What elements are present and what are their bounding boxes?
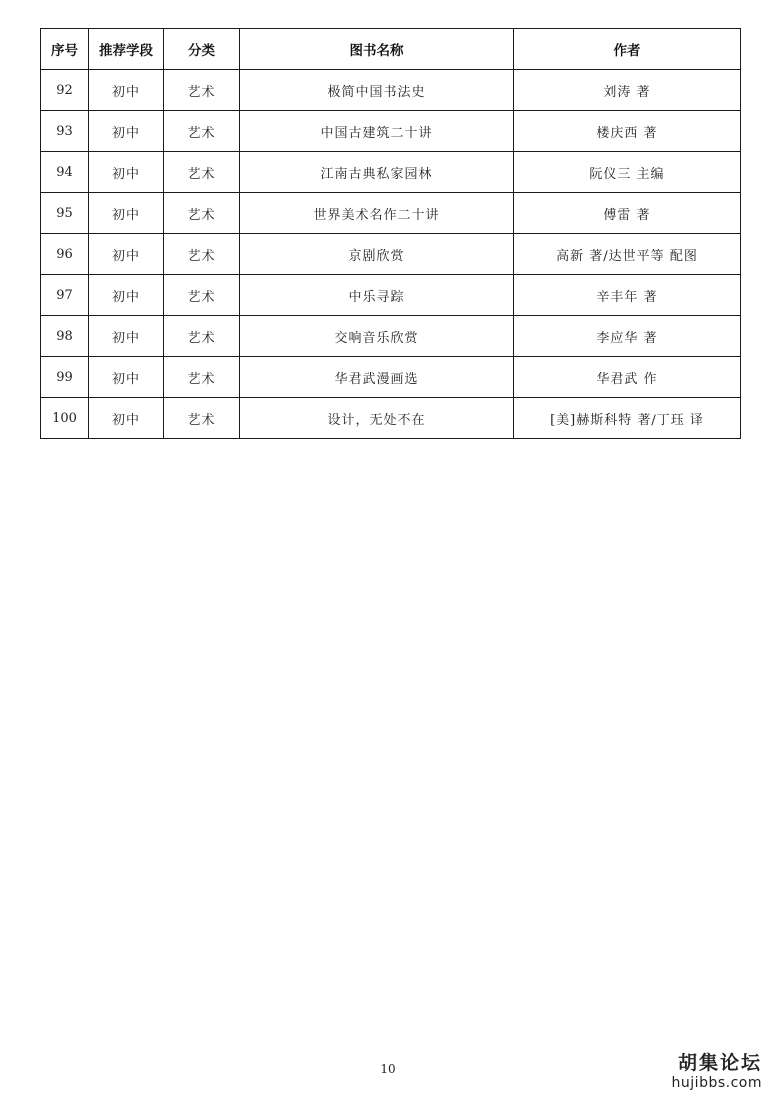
cell-title: 中乐寻踪	[240, 275, 514, 316]
cell-title: 京剧欣赏	[240, 234, 514, 275]
watermark-title: 胡集论坛	[677, 1052, 762, 1074]
cell-author: 刘涛 著	[514, 70, 741, 111]
table-row	[41, 111, 741, 152]
site-watermark	[672, 1052, 762, 1092]
cell-category: 艺术	[164, 111, 240, 152]
cell-stage: 初中	[89, 70, 164, 111]
table-row	[41, 70, 741, 111]
cell-title: 世界美术名作二十讲	[240, 193, 514, 234]
cell-serial-number: 92	[41, 70, 89, 111]
header-serial-number: 序号	[41, 29, 89, 70]
cell-serial-number: 94	[41, 152, 89, 193]
cell-serial-number: 99	[41, 357, 89, 398]
cell-title: 中国古建筑二十讲	[240, 111, 514, 152]
table-header-row	[41, 29, 741, 70]
cell-author: 辛丰年 著	[514, 275, 741, 316]
cell-category: 艺术	[164, 357, 240, 398]
cell-stage: 初中	[89, 357, 164, 398]
table-row	[41, 275, 741, 316]
cell-serial-number: 97	[41, 275, 89, 316]
cell-author: 楼庆西 著	[514, 111, 741, 152]
cell-title: 设计，无处不在	[240, 398, 514, 439]
cell-title: 交响音乐欣赏	[240, 316, 514, 357]
watermark-site: hujibbs.com	[671, 1075, 762, 1091]
cell-title: 华君武漫画选	[240, 357, 514, 398]
page-number: 10	[380, 1062, 396, 1076]
table-row	[41, 316, 741, 357]
header-book-title: 图书名称	[240, 29, 514, 70]
cell-author: 傅雷 著	[514, 193, 741, 234]
cell-category: 艺术	[164, 193, 240, 234]
cell-category: 艺术	[164, 398, 240, 439]
cell-stage: 初中	[89, 398, 164, 439]
table-row	[41, 357, 741, 398]
cell-stage: 初中	[89, 111, 164, 152]
table-row	[41, 234, 741, 275]
cell-stage: 初中	[89, 234, 164, 275]
cell-author: 华君武 作	[514, 357, 741, 398]
table-row	[41, 398, 741, 439]
cell-stage: 初中	[89, 193, 164, 234]
cell-stage: 初中	[89, 152, 164, 193]
book-list-table	[40, 28, 741, 439]
cell-stage: 初中	[89, 275, 164, 316]
cell-category: 艺术	[164, 70, 240, 111]
cell-category: 艺术	[164, 275, 240, 316]
cell-stage: 初中	[89, 316, 164, 357]
cell-author: [美]赫斯科特 著/丁珏 译	[514, 398, 741, 439]
cell-serial-number: 95	[41, 193, 89, 234]
header-author: 作者	[514, 29, 741, 70]
table-row	[41, 152, 741, 193]
cell-category: 艺术	[164, 234, 240, 275]
cell-category: 艺术	[164, 152, 240, 193]
cell-title: 江南古典私家园林	[240, 152, 514, 193]
cell-serial-number: 96	[41, 234, 89, 275]
cell-serial-number: 98	[41, 316, 89, 357]
cell-serial-number: 100	[41, 398, 89, 439]
cell-title: 极简中国书法史	[240, 70, 514, 111]
cell-author: 高新 著/达世平等 配图	[514, 234, 741, 275]
table-row	[41, 193, 741, 234]
cell-serial-number: 93	[41, 111, 89, 152]
header-recommended-stage: 推荐学段	[89, 29, 164, 70]
cell-category: 艺术	[164, 316, 240, 357]
cell-author: 阮仪三 主编	[514, 152, 741, 193]
cell-author: 李应华 著	[514, 316, 741, 357]
header-category: 分类	[164, 29, 240, 70]
